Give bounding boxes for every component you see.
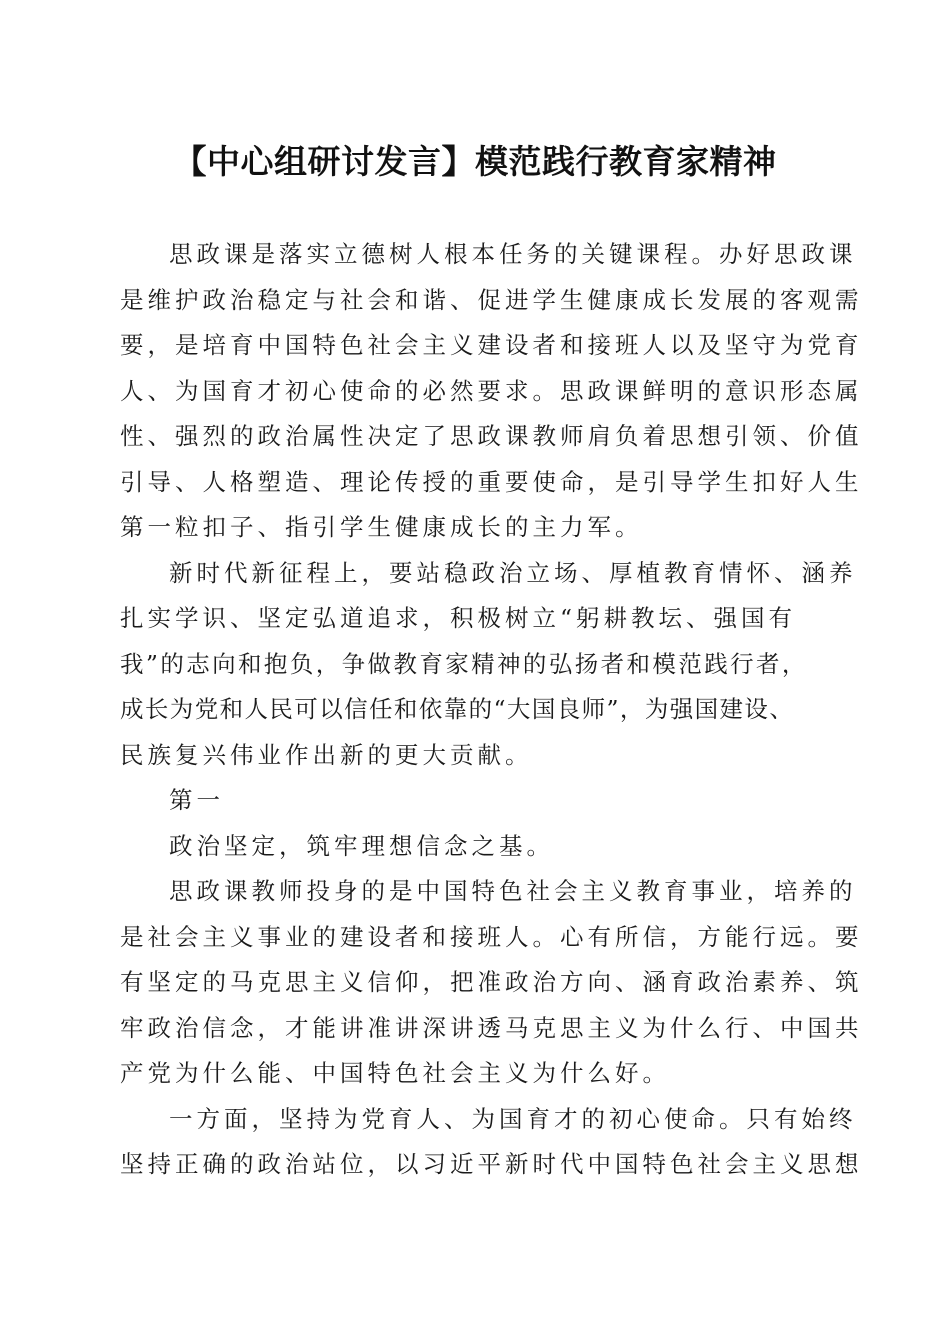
paragraph-line: 思政课教师投身的是中国特色社会主义教育事业，培养的 (169, 877, 857, 905)
paragraph-line: 引导、人格塑造、理论传授的重要使命，是引导学生扣好人生 (120, 467, 863, 496)
paragraph-line: 有坚定的马克思主义信仰，把准政治方向、涵育政治素养、筑 (120, 968, 863, 996)
paragraph-line: 新时代新征程上，要站稳政治立场、厚植教育情怀、涵养 (169, 558, 857, 587)
paragraph-line: 扎实学识、坚定弘道追求，积极树立“躬耕教坛、强国有 (120, 604, 797, 632)
document-title: 【中心组研讨发言】模范践行教育家精神 (173, 142, 777, 181)
section-heading: 第一 (169, 786, 224, 814)
paragraph-line: 我”的志向和抱负，争做教育家精神的弘扬者和模范践行者， (120, 649, 808, 678)
paragraph-line: 是维护政治稳定与社会和谐、促进学生健康成长发展的客观需 (120, 285, 863, 314)
paragraph-line: 性、强烈的政治属性决定了思政课教师肩负着思想引领、价值 (120, 422, 863, 450)
paragraph-line: 成长为党和人民可以信任和依靠的“大国良师”，为强国建设、 (120, 695, 795, 723)
paragraph-line: 是社会主义事业的建设者和接班人。心有所信，方能行远。要 (120, 922, 863, 951)
paragraph-line: 牢政治信念，才能讲准讲深讲透马克思主义为什么行、中国共 (120, 1013, 863, 1042)
document-body (120, 232, 863, 1188)
paragraph-line: 坚持正确的政治站位，以习近平新时代中国特色社会主义思想 (120, 1150, 863, 1178)
paragraph-line: 产党为什么能、中国特色社会主义为什么好。 (120, 1059, 670, 1087)
paragraph-line: 要，是培育中国特色社会主义建设者和接班人以及坚守为党育 (120, 331, 863, 359)
paragraph-line: 人、为国育才初心使命的必然要求。思政课鲜明的意识形态属 (120, 376, 863, 405)
paragraph-line: 思政课是落实立德树人根本任务的关键课程。办好思政课 (169, 240, 857, 268)
paragraph-line: 一方面，坚持为党育人、为国育才的初心使命。只有始终 (169, 1104, 857, 1133)
paragraph-line: 第一粒扣子、指引学生健康成长的主力军。 (120, 513, 643, 541)
section-subheading: 政治坚定，筑牢理想信念之基。 (169, 831, 554, 860)
paragraph-line: 民族复兴伟业作出新的更大贡献。 (120, 740, 533, 769)
